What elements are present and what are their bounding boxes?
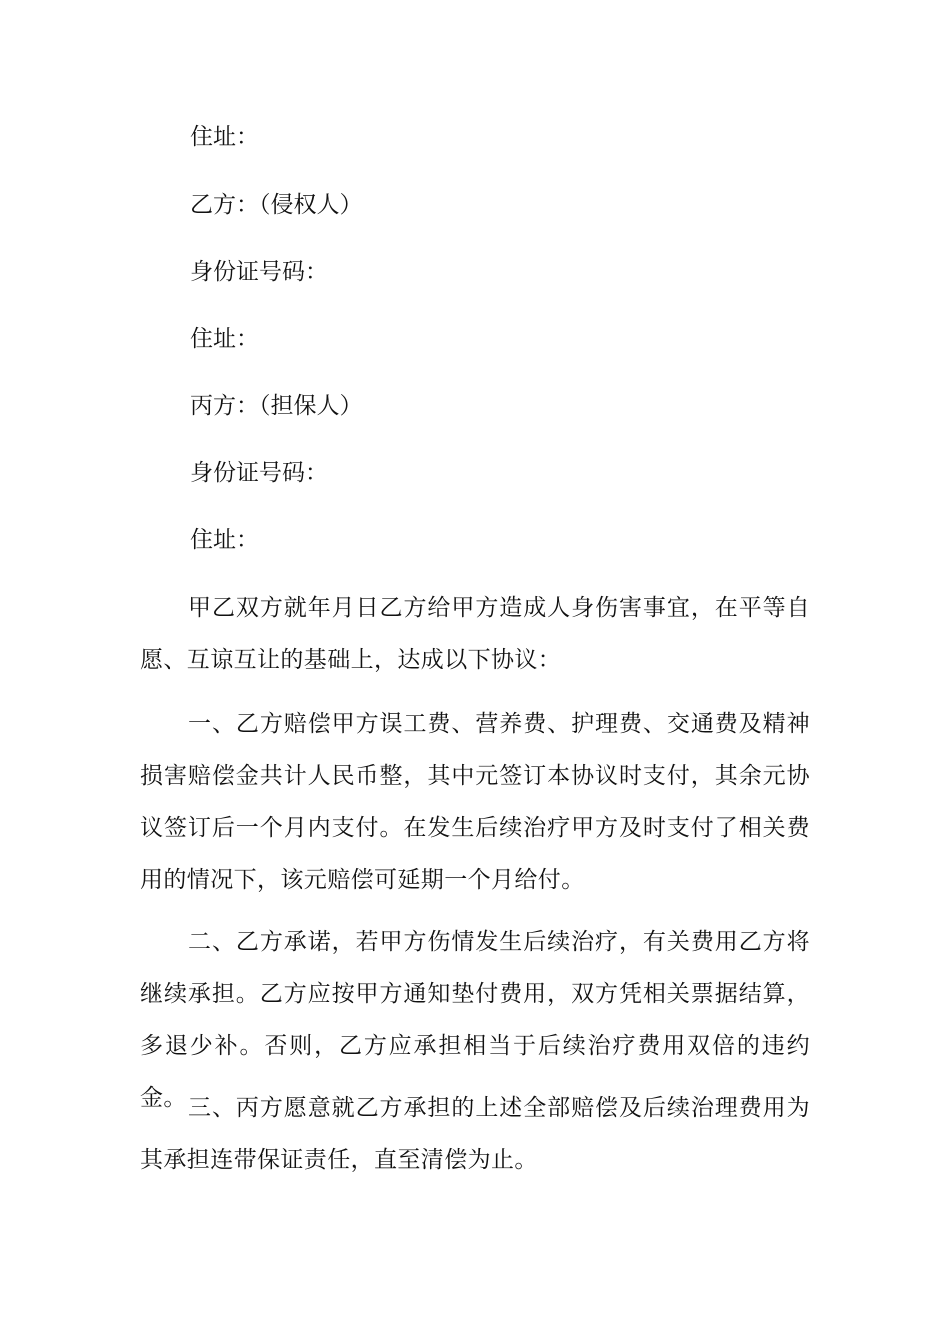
address-field-2: 住址： xyxy=(190,326,259,352)
id-number-field-c: 身份证号码： xyxy=(190,460,328,486)
party-b-field: 乙方：（侵权人） xyxy=(190,192,363,218)
clause-2-paragraph: 二、乙方承诺，若甲方伤情发生后续治疗，有关费用乙方将继续承担。乙方应按甲方通知垫付费用，双方凭相关票据结算，多退少补。否则，乙方应承担相当于后续治疗费用双倍的违约金。 xyxy=(140,929,810,1111)
clause-1-paragraph: 一、乙方赔偿甲方误工费、营养费、护理费、交通费及精神损害赔偿金共计人民币整，其中元签订本协议时支付，其余元协议签订后一个月内支付。在发生后续治疗甲方及时支付了相关费用的情况下，该元赔偿可延期一个月给付。 xyxy=(140,711,810,893)
address-field-3: 住址： xyxy=(190,527,259,553)
id-number-field-b: 身份证号码： xyxy=(190,259,328,285)
party-c-field: 丙方：（担保人） xyxy=(190,393,363,419)
address-field-1: 住址： xyxy=(190,124,259,150)
clause-3-paragraph: 三、丙方愿意就乙方承担的上述全部赔偿及后续治理费用为其承担连带保证责任，直至清偿为止。 xyxy=(140,1095,810,1173)
intro-paragraph: 甲乙双方就年月日乙方给甲方造成人身伤害事宜，在平等自愿、互谅互让的基础上，达成以下协议： xyxy=(140,595,810,673)
